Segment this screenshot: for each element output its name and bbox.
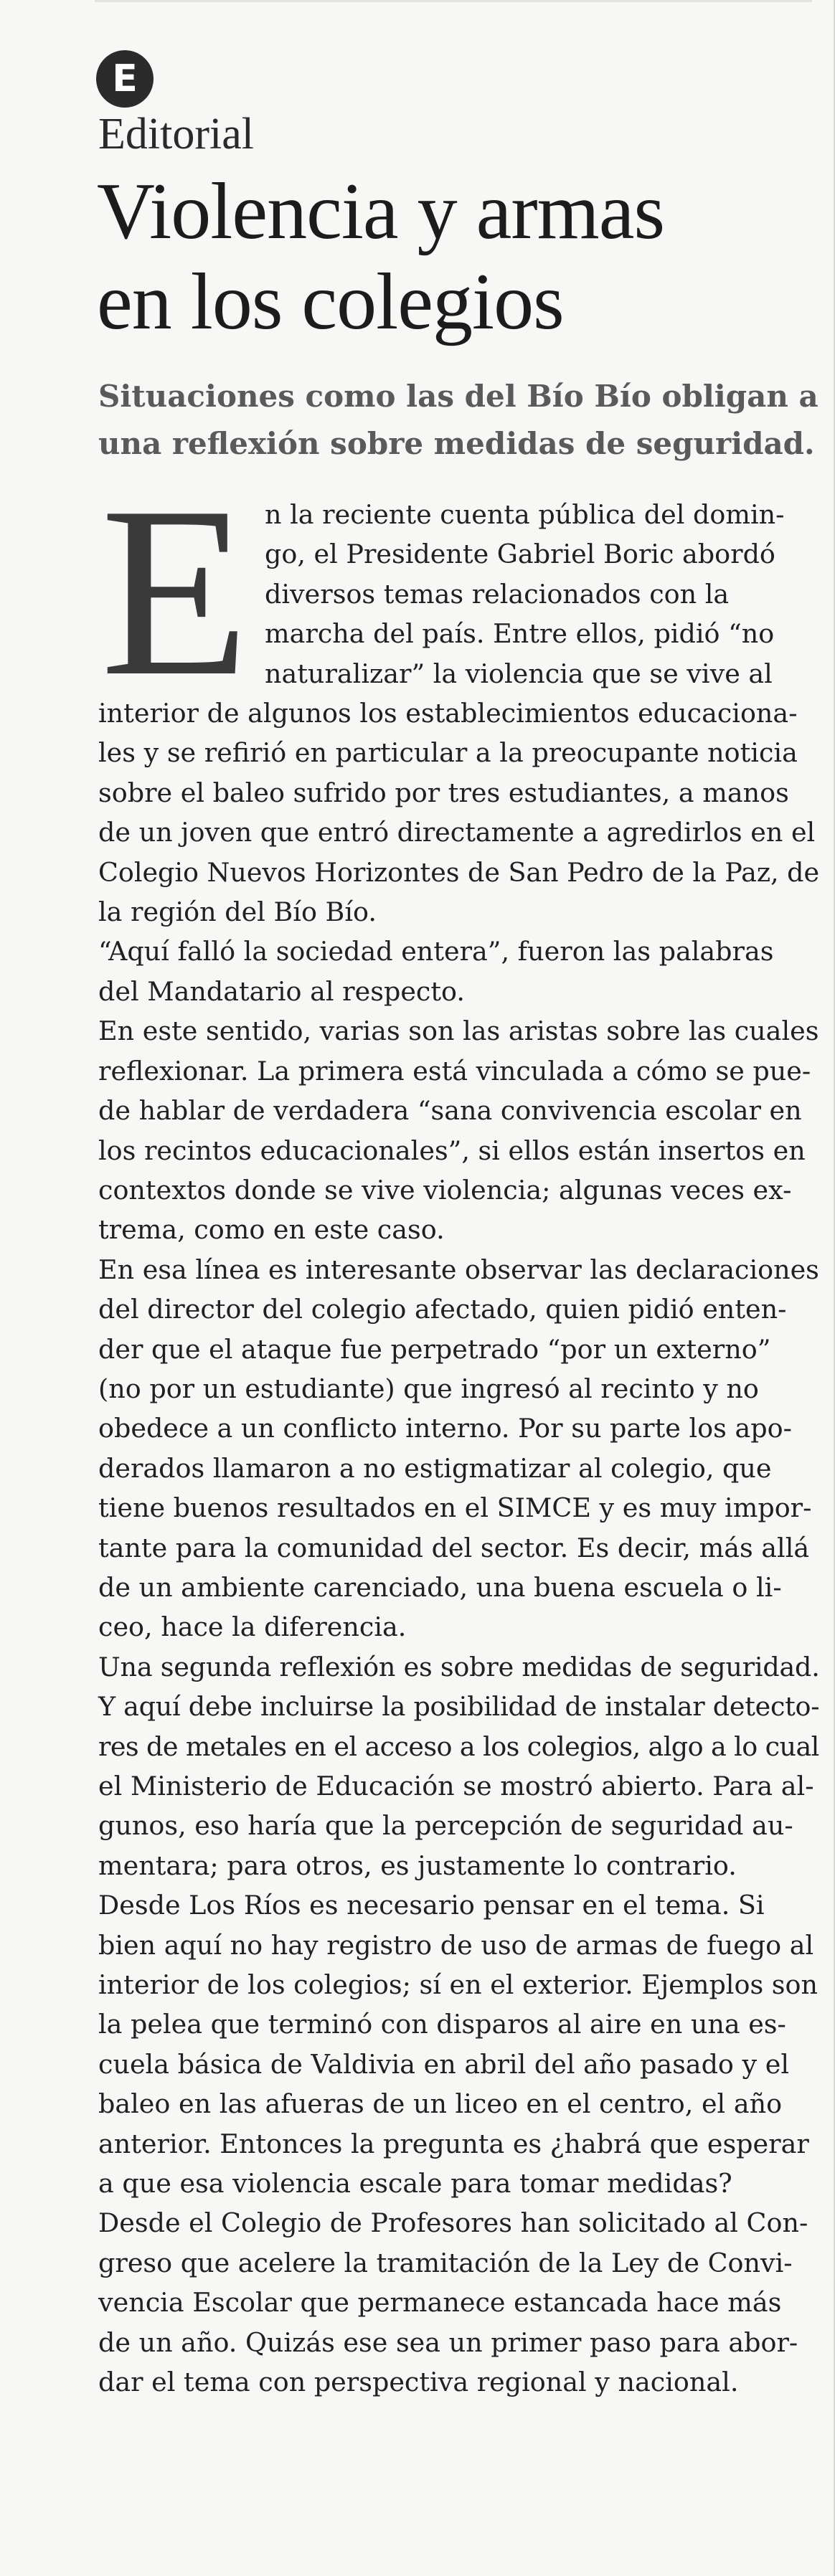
body-line: tiene buenos resultados en el SIMCE y es muy impor-	[98, 1492, 812, 1524]
body-line: En esa línea es interesante observar las declaraciones	[98, 1254, 819, 1285]
body-line: der que el ataque fue perpetrado “por un externo”	[98, 1333, 771, 1365]
body-line: el Ministerio de Educación se mostró abierto. Para al-	[98, 1771, 814, 1801]
body-line: gunos, eso haría que la percepción de seguridad au-	[98, 1810, 793, 1842]
body-line: dar el tema con perspectiva regional y nacional.	[98, 2367, 739, 2398]
body-line: obedece a un conflicto interno. Por su parte los apo-	[98, 1413, 792, 1444]
body-line: greso que acelere la tramitación de la Ley de Convi-	[98, 2247, 793, 2278]
body-line: res de metales en el acceso a los colegios, algo a lo cual	[98, 1730, 819, 1762]
body-line: n la reciente cuenta pública del domin-	[265, 499, 785, 530]
body-line: del Mandatario al respecto.	[98, 975, 465, 1007]
body-line: diversos temas relacionados con la	[265, 578, 730, 610]
headline	[97, 166, 829, 347]
body-line: vencia Escolar que permanece estancada hace más	[98, 2287, 782, 2319]
headline-line: en los colegios	[97, 257, 564, 346]
body-line: anterior. Entonces la pregunta es ¿habrá que esperar	[98, 2128, 809, 2159]
body-line: los recintos educacionales”, si ellos están insertos en	[98, 1135, 806, 1166]
body-line: go, el Presidente Gabriel Boric abordó	[265, 539, 775, 570]
body-line: cuela básica de Valdivia en abril del año pasado y el	[98, 2048, 790, 2080]
body-line: bien aquí no hay registro de uso de armas de fuego al	[98, 1929, 814, 1961]
body-line: Desde Los Ríos es necesario pensar en el tema. Si	[98, 1890, 765, 1921]
body-line: derados llamaron a no estigmatizar al colegio, que	[98, 1452, 772, 1484]
body-line: Una segunda reflexión es sobre medidas de seguridad.	[98, 1651, 820, 1682]
body-line: sobre el baleo sufrido por tres estudiantes, a manos	[98, 777, 789, 808]
body-line: trema, como en este caso.	[98, 1214, 445, 1246]
body-line: del director del colegio afectado, quien pidió enten-	[98, 1294, 787, 1325]
subheadline-line: Situaciones como las del Bío Bío obligan a	[98, 379, 819, 414]
body-line: la pelea que terminó con disparos al aire en una es-	[98, 2009, 786, 2040]
body-line: naturalizar” la violencia que se vive al	[265, 658, 773, 689]
body-line: En este sentido, varias son las aristas sobre las cuales	[98, 1015, 819, 1047]
body-line: de un ambiente carenciado, una buena escuela o li-	[98, 1571, 782, 1603]
drop-cap: E	[100, 456, 250, 726]
body-line: “Aquí falló la sociedad entera”, fueron las palabras	[98, 936, 774, 967]
body-line: Desde el Colegio de Profesores han solicitado al Con-	[98, 2207, 808, 2239]
body-line: de un año. Quizás ese sea un primer paso para abor-	[98, 2326, 798, 2358]
body-line: a que esa violencia escale para tomar medidas?	[98, 2168, 732, 2199]
body-line: reflexionar. La primera está vinculada a cómo se pue-	[98, 1055, 811, 1086]
body-line: mentara; para otros, es justamente lo contrario.	[98, 1850, 737, 1881]
editorial-badge-icon: E	[96, 50, 154, 108]
top-rule	[95, 0, 812, 2]
article-body	[98, 456, 820, 2402]
subheadline-line: una reflexión sobre medidas de seguridad.	[98, 426, 815, 461]
body-line: de un joven que entró directamente a agredirlos en el	[98, 817, 816, 848]
body-line: de hablar de verdadera “sana convivencia escolar en	[98, 1095, 802, 1127]
body-line: marcha del país. Entre ellos, pidió “no	[265, 618, 775, 650]
subheadline	[98, 373, 823, 468]
body-line: interior de los colegios; sí en el exterior. Ejemplos son	[98, 1969, 819, 2001]
body-line: Y aquí debe incluirse la posibilidad de instalar detecto-	[98, 1691, 820, 1723]
body-line: (no por un estudiante) que ingresó al recinto y no	[98, 1373, 759, 1404]
body-line: contextos donde se vive violencia; algunas veces ex-	[98, 1174, 792, 1206]
body-line: Colegio Nuevos Horizontes de San Pedro de la Paz, de	[98, 856, 820, 888]
body-line: baleo en las afueras de un liceo en el centro, el año	[98, 2088, 783, 2120]
body-line: la región del Bío Bío.	[98, 896, 377, 928]
section-label: Editorial	[98, 110, 254, 158]
body-line: tante para la comunidad del sector. Es decir, más allá	[98, 1532, 810, 1563]
body-line: ceo, hace la diferencia.	[98, 1611, 407, 1643]
body-line: interior de algunos los establecimientos educaciona-	[98, 698, 798, 729]
headline-line: Violencia y armas	[97, 167, 665, 256]
body-line: les y se refirió en particular a la preocupante noticia	[98, 737, 798, 769]
